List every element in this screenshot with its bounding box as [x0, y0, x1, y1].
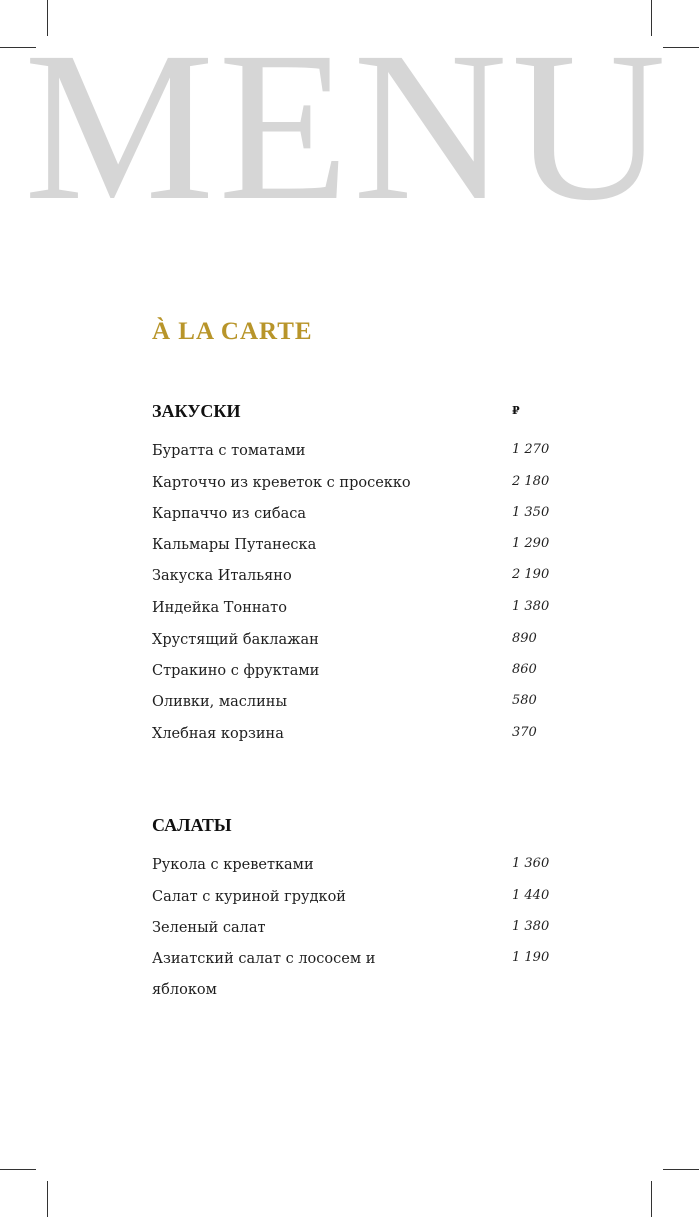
item-name: Карточчо из креветок с просекко: [152, 475, 411, 491]
menu-item: [152, 443, 572, 471]
item-price: 1 290: [512, 536, 550, 551]
item-price: 580: [512, 693, 537, 708]
item-name: Кальмары Путанеска: [152, 537, 317, 553]
item-name: Стракино с фруктами: [152, 663, 320, 679]
item-price: 1 380: [512, 599, 550, 614]
item-name: Хлебная корзина: [152, 726, 284, 742]
item-name: Буратта с томатами: [152, 443, 306, 459]
item-price: 1 360: [512, 856, 550, 871]
item-name: Азиатский салат с лососем и яблоком: [152, 951, 376, 998]
currency-symbol: ₽: [512, 404, 520, 417]
menu-item: [152, 568, 572, 596]
item-price: 860: [512, 662, 537, 677]
crop-mark-bottom-left-vertical: [47, 1181, 48, 1217]
item-name: Рукола с креветками: [152, 857, 314, 873]
section-title: À LA CARTE: [152, 318, 313, 345]
item-name: Оливки, маслины: [152, 694, 287, 710]
category-title-appetizers: ЗАКУСКИ: [152, 401, 241, 421]
menu-item: [152, 632, 572, 660]
menu-item: [152, 663, 572, 691]
item-price: 1 270: [512, 442, 550, 457]
menu-item: [152, 506, 572, 534]
menu-watermark-title: MENU: [24, 8, 671, 245]
item-name: Зеленый салат: [152, 920, 266, 936]
menu-item: [152, 694, 572, 722]
item-price: 2 190: [512, 567, 550, 582]
item-price: 1 380: [512, 919, 550, 934]
menu-item: [152, 857, 572, 885]
crop-mark-bottom-right-vertical: [651, 1181, 652, 1217]
item-name: Закуска Итальяно: [152, 568, 292, 584]
category-title-salads: САЛАТЫ: [152, 815, 232, 835]
crop-mark-bottom-left-horizontal: [0, 1169, 36, 1170]
menu-item: [152, 951, 572, 1015]
item-price: 2 180: [512, 474, 550, 489]
item-name: Карпаччо из сибаса: [152, 506, 307, 522]
menu-item: [152, 475, 572, 503]
item-name: Хрустящий баклажан: [152, 632, 319, 648]
menu-item: [152, 600, 572, 628]
item-price: 890: [512, 631, 537, 646]
menu-item: [152, 537, 572, 565]
item-price: 1 190: [512, 950, 550, 965]
item-name: Салат с куриной грудкой: [152, 889, 346, 905]
menu-item: [152, 726, 572, 754]
item-price: 1 440: [512, 888, 550, 903]
item-price: 1 350: [512, 505, 550, 520]
menu-item: [152, 889, 572, 917]
item-price: 370: [512, 725, 537, 740]
item-name: Индейка Тоннато: [152, 600, 287, 616]
crop-mark-bottom-right-horizontal: [663, 1169, 699, 1170]
